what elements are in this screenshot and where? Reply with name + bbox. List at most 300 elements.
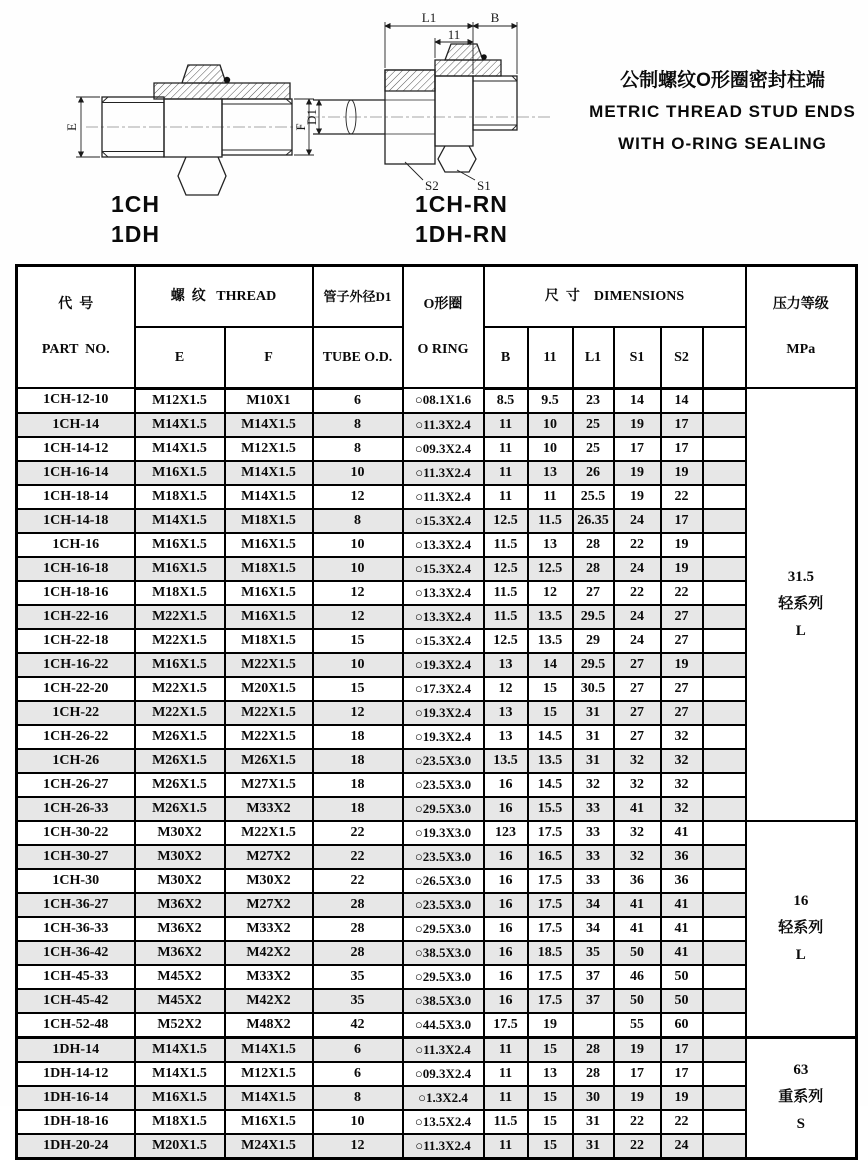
cell-dim-b: 16	[484, 797, 528, 821]
cell-spacer	[703, 461, 746, 485]
cell-dim-b: 11	[484, 1037, 528, 1062]
cell-dim-l1-cap: 28	[573, 1037, 614, 1062]
cell-dim-s2: 32	[661, 773, 703, 797]
cell-dim-s2: 22	[661, 581, 703, 605]
cell-part-no: 1DH-14	[17, 1037, 135, 1062]
cell-dim-b: 123	[484, 821, 528, 845]
cell-dim-s2: 24	[661, 1134, 703, 1159]
cell-dim-b: 11.5	[484, 533, 528, 557]
cell-dim-b: 12.5	[484, 557, 528, 581]
cell-dim-l1-cap: 27	[573, 581, 614, 605]
cell-o-ring: ○23.5X3.0	[403, 749, 484, 773]
pressure-rating-line: 16	[793, 893, 809, 909]
cell-dim-l1-cap: 37	[573, 989, 614, 1013]
cell-dim-s1: 22	[614, 1134, 661, 1159]
table-row	[17, 965, 857, 989]
cell-dim-l1-cap: 31	[573, 725, 614, 749]
cell-dim-s1: 55	[614, 1013, 661, 1038]
cell-dim-l1: 13	[528, 533, 573, 557]
fitting-diagram-1ch	[50, 35, 320, 195]
cell-dim-l1: 17.5	[528, 965, 573, 989]
cell-thread-e: M14X1.5	[135, 1062, 225, 1086]
cell-tube-od: 10	[313, 557, 403, 581]
cell-dim-l1: 15	[528, 677, 573, 701]
diagram-label-1ch-rn: 1CH-RN	[415, 191, 508, 217]
cell-spacer	[703, 1110, 746, 1134]
cell-spacer	[703, 821, 746, 845]
cell-dim-l1: 17.5	[528, 893, 573, 917]
cell-part-no: 1CH-30-22	[17, 821, 135, 845]
cell-spacer	[703, 1086, 746, 1110]
cell-o-ring: ○19.3X3.0	[403, 821, 484, 845]
cell-dim-s2: 19	[661, 461, 703, 485]
cell-dim-b: 16	[484, 941, 528, 965]
cell-spacer	[703, 941, 746, 965]
header-dimensions: 尺 寸 DIMENSIONS	[484, 266, 746, 327]
cell-thread-e: M36X2	[135, 893, 225, 917]
header-o-ring-en: O RING	[417, 342, 469, 357]
title-block	[580, 66, 865, 160]
cell-dim-b: 8.5	[484, 388, 528, 413]
cell-dim-l1: 14.5	[528, 773, 573, 797]
cell-dim-l1: 13	[528, 461, 573, 485]
cell-thread-e: M22X1.5	[135, 701, 225, 725]
cell-dim-s1: 24	[614, 509, 661, 533]
cell-tube-od: 15	[313, 677, 403, 701]
cell-dim-b: 16	[484, 869, 528, 893]
cell-dim-l1: 16.5	[528, 845, 573, 869]
cell-dim-s2: 19	[661, 1086, 703, 1110]
cell-spacer	[703, 725, 746, 749]
cell-dim-b: 11	[484, 1086, 528, 1110]
cell-dim-b: 11	[484, 413, 528, 437]
cell-thread-f: M14X1.5	[225, 1086, 313, 1110]
cell-part-no: 1CH-16	[17, 533, 135, 557]
cell-dim-s1: 14	[614, 388, 661, 413]
cell-part-no: 1CH-22	[17, 701, 135, 725]
table-row	[17, 461, 857, 485]
cell-o-ring: ○15.3X2.4	[403, 629, 484, 653]
cell-part-no: 1CH-26-33	[17, 797, 135, 821]
cell-dim-l1-cap: 34	[573, 917, 614, 941]
cell-thread-e: M16X1.5	[135, 557, 225, 581]
spec-table	[15, 264, 858, 1160]
table-row	[17, 485, 857, 509]
table-row	[17, 653, 857, 677]
cell-thread-e: M36X2	[135, 917, 225, 941]
header-o-ring	[403, 266, 484, 389]
cell-thread-f: M22X1.5	[225, 725, 313, 749]
cell-spacer	[703, 701, 746, 725]
cell-thread-e: M22X1.5	[135, 677, 225, 701]
table-row	[17, 388, 857, 413]
header-tube-en: TUBE O.D.	[313, 327, 403, 388]
cell-tube-od: 42	[313, 1013, 403, 1038]
cell-dim-b: 13	[484, 701, 528, 725]
cell-spacer	[703, 605, 746, 629]
cell-thread-f: M26X1.5	[225, 749, 313, 773]
cell-tube-od: 22	[313, 821, 403, 845]
cell-thread-f: M16X1.5	[225, 605, 313, 629]
cell-dim-b: 13	[484, 653, 528, 677]
cell-spacer	[703, 893, 746, 917]
cell-tube-od: 35	[313, 965, 403, 989]
cell-o-ring: ○29.5X3.0	[403, 965, 484, 989]
cell-dim-l1: 17.5	[528, 989, 573, 1013]
dim-label-f: F	[293, 123, 308, 131]
cell-thread-e: M14X1.5	[135, 437, 225, 461]
cell-dim-l1-cap: 28	[573, 557, 614, 581]
cell-spacer	[703, 1037, 746, 1062]
cell-thread-f: M18X1.5	[225, 629, 313, 653]
cell-dim-b: 17.5	[484, 1013, 528, 1038]
cell-dim-s1: 41	[614, 917, 661, 941]
cell-tube-od: 8	[313, 437, 403, 461]
cell-spacer	[703, 917, 746, 941]
cell-spacer	[703, 557, 746, 581]
cell-dim-s2: 17	[661, 1062, 703, 1086]
cell-dim-b: 12.5	[484, 509, 528, 533]
cell-o-ring: ○19.3X2.4	[403, 725, 484, 749]
cell-dim-l1: 10	[528, 413, 573, 437]
cell-thread-e: M26X1.5	[135, 773, 225, 797]
table-row	[17, 1037, 857, 1062]
cell-o-ring: ○29.5X3.0	[403, 917, 484, 941]
cell-part-no: 1CH-36-27	[17, 893, 135, 917]
table-row	[17, 1134, 857, 1159]
cell-thread-e: M12X1.5	[135, 388, 225, 413]
cell-dim-b: 11	[484, 437, 528, 461]
dim-label-s2: S2	[425, 178, 439, 193]
cell-part-no: 1CH-22-16	[17, 605, 135, 629]
cell-dim-s1: 41	[614, 797, 661, 821]
cell-spacer	[703, 677, 746, 701]
cell-dim-l1-cap	[573, 1013, 614, 1038]
cell-dim-s2: 41	[661, 893, 703, 917]
cell-thread-e: M16X1.5	[135, 1086, 225, 1110]
cell-dim-l1-cap: 37	[573, 965, 614, 989]
cell-tube-od: 10	[313, 1110, 403, 1134]
cell-dim-l1: 12.5	[528, 557, 573, 581]
table-row	[17, 869, 857, 893]
cell-dim-b: 11.5	[484, 605, 528, 629]
cell-dim-b: 11.5	[484, 581, 528, 605]
cell-dim-b: 11	[484, 461, 528, 485]
spec-table-head	[17, 266, 857, 389]
header-dim-l1-small: 11	[528, 327, 573, 388]
cell-dim-s2: 41	[661, 917, 703, 941]
cell-dim-l1-cap: 31	[573, 1134, 614, 1159]
cell-dim-l1: 19	[528, 1013, 573, 1038]
title-english-line2: WITH O-RING SEALING	[618, 134, 827, 153]
cell-part-no: 1CH-14-18	[17, 509, 135, 533]
cell-part-no: 1CH-22-18	[17, 629, 135, 653]
cell-dim-s2: 36	[661, 845, 703, 869]
cell-dim-l1-cap: 25	[573, 413, 614, 437]
dim-label-l1-cap: L1	[421, 10, 437, 25]
cell-dim-l1: 17.5	[528, 917, 573, 941]
cell-tube-od: 22	[313, 869, 403, 893]
cell-o-ring: ○23.5X3.0	[403, 773, 484, 797]
cell-tube-od: 12	[313, 701, 403, 725]
dim-label-e: E	[64, 123, 79, 131]
cell-part-no: 1CH-14	[17, 413, 135, 437]
table-row	[17, 677, 857, 701]
cell-dim-s1: 24	[614, 557, 661, 581]
diagram-label-1ch: 1CH	[111, 191, 161, 217]
table-row	[17, 605, 857, 629]
cell-thread-e: M52X2	[135, 1013, 225, 1038]
cell-spacer	[703, 509, 746, 533]
cell-dim-l1-cap: 35	[573, 941, 614, 965]
cell-dim-s2: 41	[661, 821, 703, 845]
cell-dim-l1-cap: 29	[573, 629, 614, 653]
cell-thread-f: M10X1	[225, 388, 313, 413]
table-row	[17, 557, 857, 581]
cell-dim-b: 11	[484, 1134, 528, 1159]
cell-dim-s2: 27	[661, 701, 703, 725]
pressure-rating-line: S	[796, 1116, 805, 1132]
table-row	[17, 1013, 857, 1038]
cell-part-no: 1CH-36-42	[17, 941, 135, 965]
table-row	[17, 1110, 857, 1134]
cell-thread-e: M30X2	[135, 821, 225, 845]
cell-dim-s2: 27	[661, 677, 703, 701]
cell-dim-s1: 32	[614, 821, 661, 845]
cell-thread-f: M14X1.5	[225, 461, 313, 485]
pressure-rating-line: L	[795, 947, 806, 963]
pressure-rating-line: L	[795, 622, 806, 639]
cell-dim-s2: 27	[661, 605, 703, 629]
table-row	[17, 533, 857, 557]
cell-tube-od: 8	[313, 1086, 403, 1110]
cell-dim-s2: 41	[661, 941, 703, 965]
cell-spacer	[703, 797, 746, 821]
table-row	[17, 917, 857, 941]
cell-o-ring: ○26.5X3.0	[403, 869, 484, 893]
cell-thread-e: M45X2	[135, 965, 225, 989]
cell-tube-od: 22	[313, 845, 403, 869]
table-row	[17, 797, 857, 821]
header-thread-f: F	[225, 327, 313, 388]
cell-thread-e: M20X1.5	[135, 1134, 225, 1159]
cell-tube-od: 10	[313, 533, 403, 557]
cell-part-no: 1CH-18-14	[17, 485, 135, 509]
cell-dim-l1-cap: 26	[573, 461, 614, 485]
cell-dim-s1: 24	[614, 605, 661, 629]
cell-o-ring: ○09.3X2.4	[403, 1062, 484, 1086]
table-row	[17, 821, 857, 845]
cell-thread-f: M18X1.5	[225, 557, 313, 581]
cell-dim-s2: 17	[661, 413, 703, 437]
cell-thread-e: M45X2	[135, 989, 225, 1013]
cell-part-no: 1CH-18-16	[17, 581, 135, 605]
cell-tube-od: 10	[313, 461, 403, 485]
cell-thread-f: M16X1.5	[225, 1110, 313, 1134]
cell-spacer	[703, 413, 746, 437]
cell-dim-l1-cap: 25.5	[573, 485, 614, 509]
cell-dim-s1: 17	[614, 1062, 661, 1086]
cell-dim-b: 16	[484, 845, 528, 869]
header-part-no	[17, 266, 135, 389]
cell-dim-s1: 27	[614, 677, 661, 701]
cell-dim-s1: 32	[614, 773, 661, 797]
cell-dim-b: 13	[484, 725, 528, 749]
cell-part-no: 1CH-26	[17, 749, 135, 773]
cell-o-ring: ○19.3X2.4	[403, 653, 484, 677]
cell-dim-l1: 15	[528, 701, 573, 725]
cell-thread-e: M16X1.5	[135, 533, 225, 557]
table-row	[17, 413, 857, 437]
dim-label-b: B	[490, 10, 500, 25]
cell-part-no: 1CH-16-22	[17, 653, 135, 677]
cell-o-ring: ○11.3X2.4	[403, 1037, 484, 1062]
cell-dim-l1-cap: 28	[573, 533, 614, 557]
cell-thread-e: M16X1.5	[135, 461, 225, 485]
cell-o-ring: ○15.3X2.4	[403, 557, 484, 581]
dim-label-d1: D1	[304, 109, 319, 125]
cell-dim-s2: 27	[661, 629, 703, 653]
cell-dim-s1: 41	[614, 893, 661, 917]
cell-dim-s1: 27	[614, 653, 661, 677]
cell-thread-e: M26X1.5	[135, 725, 225, 749]
cell-o-ring: ○23.5X3.0	[403, 893, 484, 917]
cell-part-no: 1DH-14-12	[17, 1062, 135, 1086]
diagram-label-1dh: 1DH	[111, 221, 161, 247]
cell-dim-l1: 17.5	[528, 869, 573, 893]
cell-dim-s2: 14	[661, 388, 703, 413]
cell-dim-b: 16	[484, 989, 528, 1013]
cell-dim-s2: 60	[661, 1013, 703, 1038]
cell-dim-s1: 19	[614, 485, 661, 509]
cell-spacer	[703, 653, 746, 677]
cell-o-ring: ○17.3X2.4	[403, 677, 484, 701]
table-row	[17, 629, 857, 653]
cell-dim-s1: 50	[614, 989, 661, 1013]
table-row	[17, 437, 857, 461]
cell-thread-e: M18X1.5	[135, 581, 225, 605]
cell-spacer	[703, 1013, 746, 1038]
cell-part-no: 1CH-26-27	[17, 773, 135, 797]
cell-dim-l1: 12	[528, 581, 573, 605]
cell-thread-f: M20X1.5	[225, 677, 313, 701]
header-part-no-zh: 代 号	[58, 297, 94, 312]
cell-dim-l1-cap: 30	[573, 1086, 614, 1110]
pressure-rating-line: 轻系列	[778, 920, 824, 936]
cell-tube-od: 8	[313, 509, 403, 533]
cell-tube-od: 6	[313, 1062, 403, 1086]
cell-spacer	[703, 965, 746, 989]
cell-dim-l1: 15	[528, 1110, 573, 1134]
cell-spacer	[703, 629, 746, 653]
cell-thread-e: M30X2	[135, 845, 225, 869]
cell-dim-s2: 22	[661, 485, 703, 509]
cell-part-no: 1CH-52-48	[17, 1013, 135, 1038]
cell-spacer	[703, 437, 746, 461]
cell-dim-l1: 13	[528, 1062, 573, 1086]
cell-spacer	[703, 749, 746, 773]
table-row	[17, 701, 857, 725]
cell-tube-od: 28	[313, 941, 403, 965]
header-thread-e: E	[135, 327, 225, 388]
cell-part-no: 1DH-20-24	[17, 1134, 135, 1159]
cell-dim-b: 12	[484, 677, 528, 701]
cell-spacer	[703, 773, 746, 797]
cell-dim-l1-cap: 33	[573, 797, 614, 821]
cell-dim-s1: 19	[614, 1086, 661, 1110]
cell-o-ring: ○19.3X2.4	[403, 701, 484, 725]
cell-dim-s1: 19	[614, 461, 661, 485]
cell-tube-od: 28	[313, 917, 403, 941]
cell-thread-e: M18X1.5	[135, 1110, 225, 1134]
cell-dim-s2: 19	[661, 533, 703, 557]
header-tube-zh: 管子外径D1	[313, 266, 403, 327]
cell-dim-l1-cap: 31	[573, 701, 614, 725]
cell-thread-e: M14X1.5	[135, 413, 225, 437]
cell-thread-e: M14X1.5	[135, 1037, 225, 1062]
cell-dim-s1: 32	[614, 749, 661, 773]
cell-dim-l1-cap: 31	[573, 1110, 614, 1134]
header-row-1	[17, 266, 857, 327]
table-row	[17, 725, 857, 749]
cell-o-ring: ○08.1X1.6	[403, 388, 484, 413]
cell-dim-s2: 17	[661, 437, 703, 461]
cell-dim-l1-cap: 34	[573, 893, 614, 917]
cell-dim-s1: 46	[614, 965, 661, 989]
cell-thread-e: M30X2	[135, 869, 225, 893]
cell-o-ring: ○13.3X2.4	[403, 533, 484, 557]
cell-dim-s1: 24	[614, 629, 661, 653]
cell-thread-f: M27X1.5	[225, 773, 313, 797]
pressure-rating-line: 63	[793, 1062, 809, 1078]
cell-thread-f: M18X1.5	[225, 509, 313, 533]
spec-table-body	[17, 388, 857, 1158]
cell-tube-od: 10	[313, 653, 403, 677]
cell-thread-e: M16X1.5	[135, 653, 225, 677]
pressure-rating-cell	[746, 1037, 857, 1158]
cell-part-no: 1CH-14-12	[17, 437, 135, 461]
cell-tube-od: 8	[313, 413, 403, 437]
table-row	[17, 509, 857, 533]
cell-thread-f: M22X1.5	[225, 821, 313, 845]
cell-o-ring: ○11.3X2.4	[403, 1134, 484, 1159]
cell-o-ring: ○11.3X2.4	[403, 413, 484, 437]
cell-thread-f: M14X1.5	[225, 1037, 313, 1062]
cell-dim-l1: 14	[528, 653, 573, 677]
cell-spacer	[703, 388, 746, 413]
cell-dim-l1: 15	[528, 1086, 573, 1110]
cell-dim-b: 16	[484, 893, 528, 917]
cell-spacer	[703, 845, 746, 869]
cell-thread-f: M16X1.5	[225, 581, 313, 605]
cell-thread-e: M36X2	[135, 941, 225, 965]
cell-o-ring: ○44.5X3.0	[403, 1013, 484, 1038]
table-row	[17, 749, 857, 773]
cell-dim-b: 13.5	[484, 749, 528, 773]
pressure-rating-line: 轻系列	[778, 595, 824, 612]
cell-dim-b: 11.5	[484, 1110, 528, 1134]
cell-dim-s1: 27	[614, 701, 661, 725]
cell-dim-l1-cap: 32	[573, 773, 614, 797]
cell-dim-l1: 13.5	[528, 605, 573, 629]
cell-dim-b: 12.5	[484, 629, 528, 653]
cell-thread-e: M26X1.5	[135, 749, 225, 773]
cell-dim-b: 16	[484, 965, 528, 989]
cell-dim-l1-cap: 25	[573, 437, 614, 461]
cell-o-ring: ○15.3X2.4	[403, 509, 484, 533]
cell-dim-b: 16	[484, 917, 528, 941]
cell-thread-f: M33X2	[225, 965, 313, 989]
